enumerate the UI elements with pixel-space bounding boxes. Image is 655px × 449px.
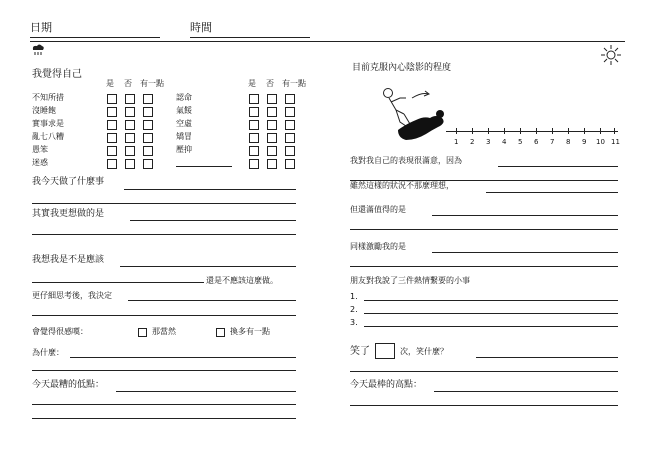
- scale-label: 3: [486, 138, 491, 146]
- answer-line[interactable]: [128, 300, 296, 301]
- date-underline: [30, 37, 160, 38]
- answer-line[interactable]: [70, 357, 296, 358]
- scale-label: 11: [611, 138, 620, 146]
- q-think-decide: 更仔細思考後，我決定: [32, 291, 112, 300]
- checkbox-yes[interactable]: [249, 133, 259, 143]
- checkbox-of-course[interactable]: [138, 328, 147, 337]
- checkbox-some[interactable]: [143, 120, 153, 130]
- answer-line[interactable]: [32, 203, 296, 204]
- checkbox-no[interactable]: [267, 133, 277, 143]
- q-want-do: 其實我更想做的是: [32, 209, 105, 219]
- scale-tick[interactable]: [568, 128, 569, 134]
- q-worth: 但還滿值得的是: [350, 205, 406, 214]
- scale-tick[interactable]: [536, 128, 537, 134]
- q-friends: 朋友對我說了三件熱情繫要的小事: [350, 276, 470, 285]
- opt-of-course-label: 那當然: [152, 327, 176, 336]
- col-some-left: 有一點: [140, 79, 164, 88]
- feeling-label: 壓抑: [176, 145, 192, 154]
- shadow-figure-illustration: [376, 84, 450, 148]
- checkbox-no[interactable]: [125, 146, 135, 156]
- feeling-label: 亂七八糟: [32, 132, 64, 141]
- header-rule: [30, 41, 625, 42]
- laugh-times: 次，笑什麼？: [400, 347, 448, 356]
- date-label: 日期: [30, 21, 52, 34]
- feeling-label: 空虛: [176, 119, 192, 128]
- scale-label: 6: [534, 138, 539, 146]
- answer-line[interactable]: [32, 315, 296, 316]
- q-encourage: 同樣激勵我的是: [350, 242, 406, 251]
- answer-line[interactable]: [32, 418, 296, 419]
- checkbox-yes[interactable]: [107, 107, 117, 117]
- checkbox-some[interactable]: [285, 159, 295, 169]
- feeling-label: 矯冒: [176, 132, 192, 141]
- list-number: 3.: [350, 318, 358, 327]
- checkbox-little[interactable]: [216, 328, 225, 337]
- answer-line[interactable]: [350, 371, 618, 372]
- scale-label: 10: [596, 138, 605, 146]
- checkbox-yes[interactable]: [249, 107, 259, 117]
- feeling-label: 氣餒: [176, 106, 192, 115]
- checkbox-no[interactable]: [125, 159, 135, 169]
- checkbox-no[interactable]: [125, 107, 135, 117]
- answer-line[interactable]: [498, 166, 618, 167]
- scale-tick[interactable]: [600, 128, 601, 134]
- answer-line[interactable]: [32, 370, 296, 371]
- checkbox-yes[interactable]: [249, 120, 259, 130]
- answer-line[interactable]: [476, 357, 618, 358]
- checkbox-yes[interactable]: [107, 120, 117, 130]
- answer-line[interactable]: [350, 229, 618, 230]
- scale-tick[interactable]: [552, 128, 553, 134]
- checkbox-some[interactable]: [143, 133, 153, 143]
- list-number: 2.: [350, 305, 358, 314]
- col-yes-right: 是: [248, 79, 256, 88]
- feeling-label: 實事求是: [32, 119, 64, 128]
- scale-label: 7: [550, 138, 555, 146]
- answer-line[interactable]: [432, 215, 618, 216]
- checkbox-some[interactable]: [285, 107, 295, 117]
- laugh-label: 笑了: [350, 346, 370, 357]
- time-underline: [190, 37, 310, 38]
- feeling-blank-line[interactable]: [176, 166, 232, 167]
- scale-tick[interactable]: [520, 128, 521, 134]
- checkbox-yes[interactable]: [249, 146, 259, 156]
- answer-line[interactable]: [124, 189, 296, 190]
- checkbox-no[interactable]: [267, 146, 277, 156]
- scale-label: 8: [566, 138, 571, 146]
- answer-line[interactable]: [130, 220, 296, 221]
- feeling-label: 不知所措: [32, 93, 64, 102]
- feeling-label: 愚笨: [32, 145, 48, 154]
- answer-line[interactable]: [364, 300, 618, 301]
- answer-line[interactable]: [32, 282, 204, 283]
- answer-line[interactable]: [116, 391, 296, 392]
- answer-line[interactable]: [486, 192, 618, 193]
- list-number: 1.: [350, 292, 358, 301]
- checkbox-no[interactable]: [125, 94, 135, 104]
- checkbox-yes[interactable]: [107, 133, 117, 143]
- checkbox-yes[interactable]: [249, 94, 259, 104]
- q-though: 雖然這樣的狀況不那麼理想，: [350, 181, 454, 190]
- q-did-today: 我今天做了什麼事: [32, 177, 105, 187]
- checkbox-no[interactable]: [267, 107, 277, 117]
- q-still-should: 還是不應該這麼做。: [206, 276, 278, 285]
- scale-tick[interactable]: [488, 128, 489, 134]
- checkbox-some[interactable]: [285, 146, 295, 156]
- checkbox-no[interactable]: [125, 120, 135, 130]
- q-overcome: 目前克服內心陰影的程度: [352, 63, 452, 73]
- answer-line[interactable]: [350, 266, 618, 267]
- scale-tick[interactable]: [614, 128, 615, 134]
- answer-line[interactable]: [434, 391, 618, 392]
- checkbox-some[interactable]: [285, 120, 295, 130]
- checkbox-yes[interactable]: [107, 94, 117, 104]
- opt-little-label: 換多有一點: [230, 327, 270, 336]
- checkbox-some[interactable]: [143, 146, 153, 156]
- checkbox-yes[interactable]: [107, 146, 117, 156]
- scale-tick[interactable]: [504, 128, 505, 134]
- q-should: 我想我是不是應該: [32, 255, 105, 265]
- sun-icon: [600, 44, 622, 66]
- checkbox-no[interactable]: [267, 120, 277, 130]
- col-yes-left: 是: [106, 79, 114, 88]
- checkbox-some[interactable]: [143, 107, 153, 117]
- scale-tick[interactable]: [456, 128, 457, 134]
- answer-line[interactable]: [120, 266, 296, 267]
- scale-label: 4: [502, 138, 507, 146]
- q-satisfied: 我對我自己的表現很滿意，因為: [350, 156, 462, 165]
- checkbox-some[interactable]: [285, 94, 295, 104]
- q-weird-feeling: 會覺得很感嘆：: [32, 327, 88, 336]
- time-label: 時間: [190, 21, 212, 34]
- feeling-label: 沒睡飽: [32, 106, 56, 115]
- answer-line[interactable]: [432, 252, 618, 253]
- rain-cloud-icon: [30, 42, 46, 58]
- checkbox-yes[interactable]: [107, 159, 117, 169]
- col-no-right: 否: [266, 79, 274, 88]
- answer-line[interactable]: [364, 326, 618, 327]
- scale-tick[interactable]: [584, 128, 585, 134]
- feeling-label: 認命: [176, 93, 192, 102]
- answer-line[interactable]: [364, 313, 618, 314]
- scale-label: 1: [454, 138, 459, 146]
- answer-line[interactable]: [32, 404, 296, 405]
- checkbox-some[interactable]: [285, 133, 295, 143]
- q-worst: 今天最糟的低點：: [32, 380, 105, 390]
- checkbox-some[interactable]: [143, 94, 153, 104]
- checkbox-no[interactable]: [267, 94, 277, 104]
- scale-label: 9: [582, 138, 587, 146]
- feelings-title: 我覺得自己: [32, 69, 82, 80]
- col-some-right: 有一點: [282, 79, 306, 88]
- checkbox-no[interactable]: [125, 133, 135, 143]
- checkbox-yes[interactable]: [249, 159, 259, 169]
- q-best: 今天最棒的高點：: [350, 380, 423, 390]
- scale-label: 5: [518, 138, 523, 146]
- scale-label: 2: [470, 138, 475, 146]
- col-no-left: 否: [124, 79, 132, 88]
- answer-line[interactable]: [32, 234, 296, 235]
- answer-line[interactable]: [350, 405, 618, 406]
- q-why: 為什麼：: [32, 348, 64, 357]
- checkbox-some[interactable]: [143, 159, 153, 169]
- scale-tick[interactable]: [472, 128, 473, 134]
- laugh-count-box[interactable]: [375, 343, 395, 359]
- checkbox-no[interactable]: [267, 159, 277, 169]
- feeling-label: 迷惑: [32, 158, 48, 167]
